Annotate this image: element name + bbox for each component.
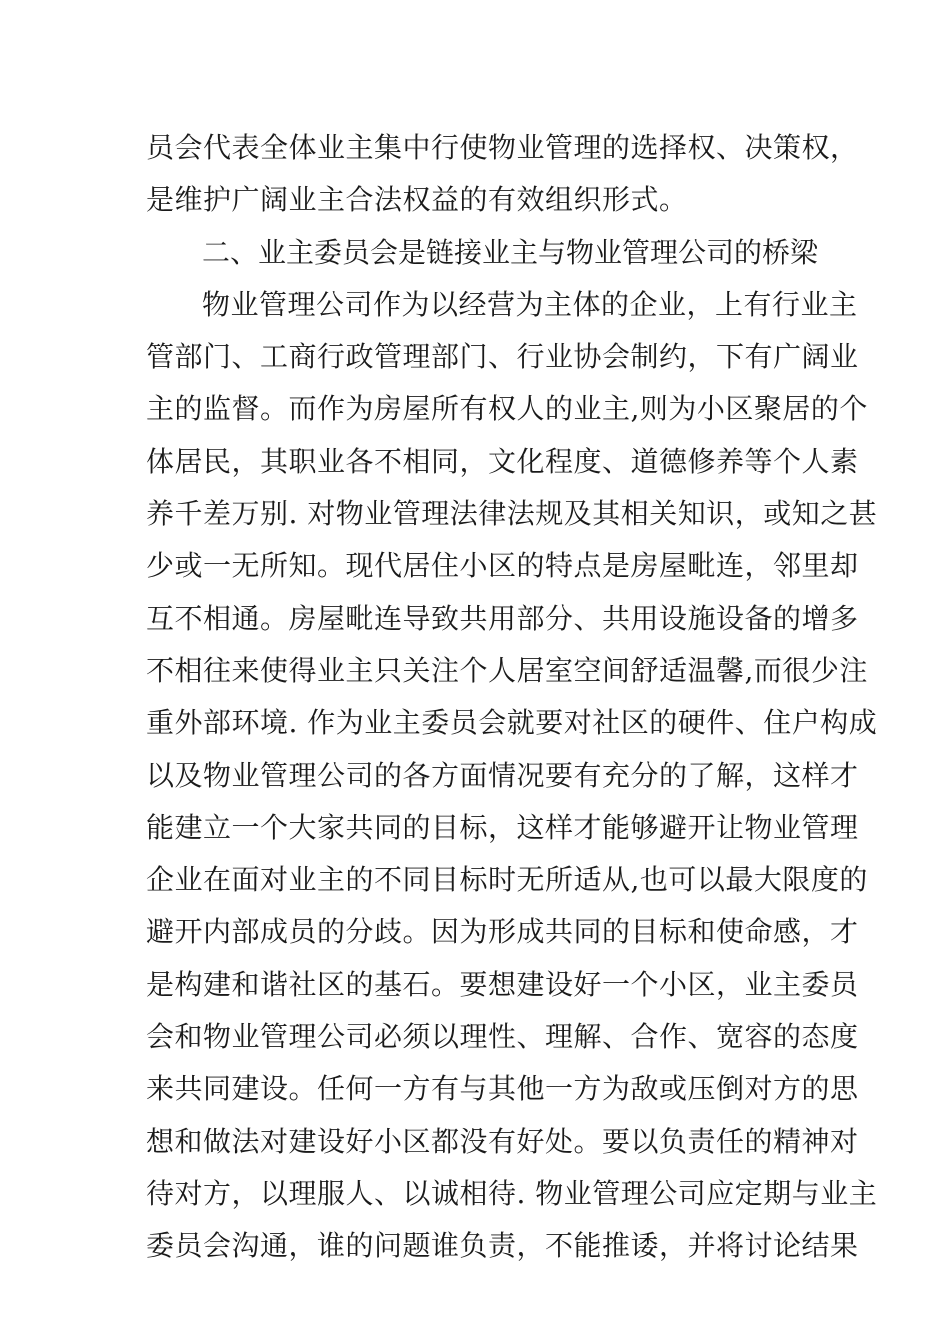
text-line: 企业在面对业主的不同目标时无所适从,也可以最大限度的: [146, 863, 868, 897]
text-line: 会和物业管理公司必须以理性、理解、合作、宽容的态度: [146, 1020, 859, 1054]
text-line: 管部门、工商行政管理部门、行业协会制约，下有广阔业: [146, 340, 859, 374]
text-line: 委员会沟通，谁的问题谁负责，不能推诿，并将讨论结果: [146, 1229, 859, 1263]
text-line: 物业管理公司作为以经营为主体的企业，上有行业主: [202, 287, 858, 321]
text-line: 重外部环境. 作为业主委员会就要对社区的硬件、住户构成: [146, 706, 878, 740]
text-line: 员会代表全体业主集中行使物业管理的选择权、决策权，: [146, 131, 859, 164]
text-line: 以及物业管理公司的各方面情况要有充分的了解，这样才: [146, 758, 859, 792]
text-line: 来共同建设。任何一方有与其他一方为敌或压倒对方的思: [146, 1072, 859, 1106]
text-line: 是维护广阔业主合法权益的有效组织形式。: [146, 183, 688, 217]
text-line: 避开内部成员的分歧。因为形成共同的目标和使命感，才: [146, 915, 859, 949]
text-line: 体居民，其职业各不相同，文化程度、道德修养等个人素: [146, 444, 859, 478]
text-line: 养千差万别. 对物业管理法律法规及其相关知识，或知之甚: [146, 497, 878, 531]
text-line: 主的监督。而作为房屋所有权人的业主,则为小区聚居的个: [146, 392, 868, 426]
section-heading: 二、业主委员会是链接业主与物业管理公司的桥梁: [202, 235, 819, 269]
text-line: 互不相通。房屋毗连导致共用部分、共用设施设备的增多: [146, 601, 859, 635]
text-line: 想和做法对建设好小区都没有好处。要以负责任的精神对: [146, 1124, 859, 1158]
text-line: 能建立一个大家共同的目标，这样才能够避开让物业管理: [146, 810, 859, 844]
text-line: 是构建和谐社区的基石。要想建设好一个小区，业主委员: [146, 967, 859, 1001]
body-text: [146, 122, 878, 1273]
text-line: 不相往来使得业主只关注个人居室空间舒适温馨,而很少注: [146, 653, 868, 687]
text-line: 待对方，以理服人、以诚相待. 物业管理公司应定期与业主: [146, 1176, 878, 1210]
text-line: 少或一无所知。现代居住小区的特点是房屋毗连，邻里却: [146, 549, 859, 583]
